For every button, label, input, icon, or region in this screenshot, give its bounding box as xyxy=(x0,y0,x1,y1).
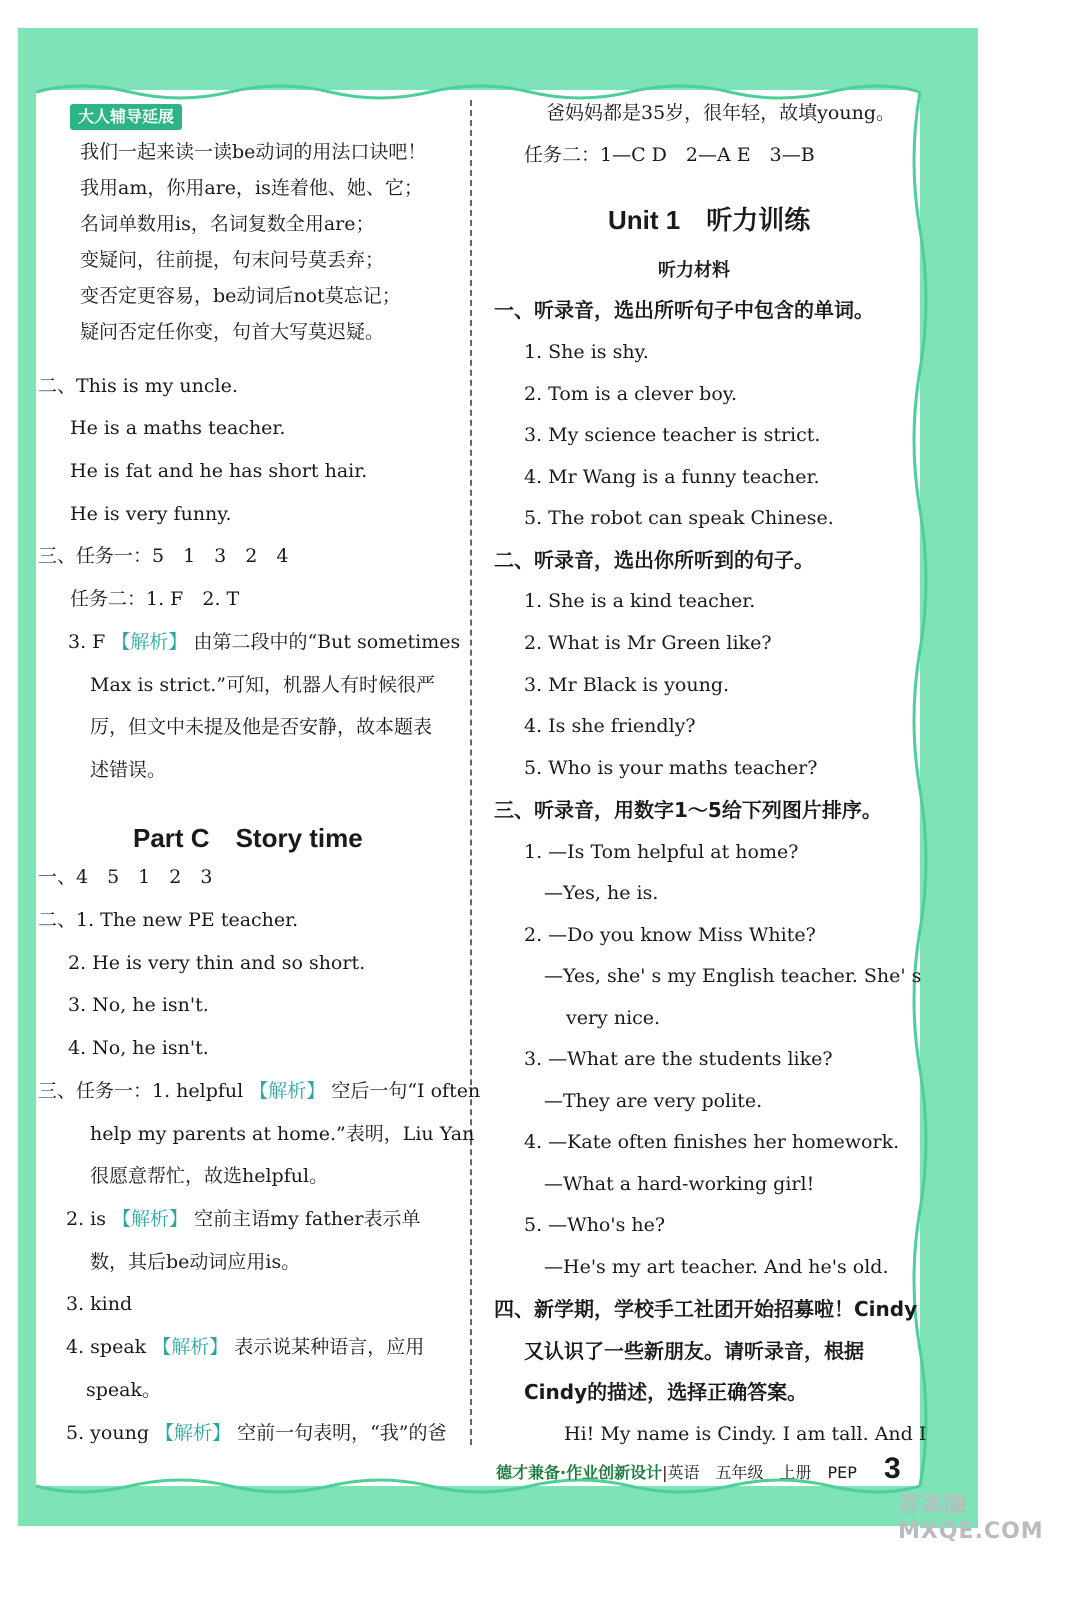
page-number: 3 xyxy=(884,1452,901,1485)
material-subtitle: 听力材料 xyxy=(658,260,730,281)
analysis-text: 由第二段中的“But sometimes xyxy=(193,631,461,653)
answer-line xyxy=(66,1205,420,1233)
list-item: 5. Who is your maths teacher? xyxy=(524,757,818,779)
analysis-tag: 【解析】 xyxy=(112,1208,189,1230)
rhyme-line: 变否定更容易，be动词后not莫忘记； xyxy=(80,285,401,307)
answer-line: 很愿意帮忙，故选helpful。 xyxy=(90,1165,329,1187)
answer-line: 3. No, he isn't. xyxy=(68,994,209,1016)
footer-brand: 德才兼备·作业创新设计 xyxy=(496,1463,663,1482)
answer-line: He is a maths teacher. xyxy=(70,417,286,439)
analysis-tag: 【解析】 xyxy=(111,631,188,653)
answer-line: 4. No, he isn't. xyxy=(68,1037,209,1059)
list-item: 4. Is she friendly? xyxy=(524,715,696,737)
item-number: 5. young xyxy=(66,1422,149,1444)
analysis-text: 空前一句表明，“我”的爸 xyxy=(237,1422,447,1444)
page-footer xyxy=(496,1460,857,1483)
dialogue-line: 5. —Who's he? xyxy=(524,1214,666,1236)
answer-line: help my parents at home.”表明，Liu Yan xyxy=(90,1123,475,1145)
dialogue-line: 2. —Do you know Miss White? xyxy=(524,924,816,946)
dialogue-line: 3. —What are the students like? xyxy=(524,1048,833,1070)
dialogue-line: —They are very polite. xyxy=(544,1090,763,1112)
analysis-text: 空前主语my father表示单 xyxy=(194,1208,421,1230)
answer-line: 述错误。 xyxy=(90,759,167,781)
passage-line: Hi! My name is Cindy. I am tall. And I xyxy=(564,1423,927,1445)
answer-line: 一、4 5 1 2 3 xyxy=(38,866,213,888)
analysis-text: 表示说某种语言，应用 xyxy=(234,1336,425,1358)
item-number: 4. speak xyxy=(66,1336,147,1358)
rhyme-line: 我用am，你用are，is连着他、她、它； xyxy=(80,177,423,199)
answer-line: 二、1. The new PE teacher. xyxy=(38,909,299,931)
answer-line xyxy=(68,628,460,656)
dialogue-line: —What a hard-working girl! xyxy=(544,1173,815,1195)
dialogue-line: —He's my art teacher. And he's old. xyxy=(544,1256,889,1278)
column-divider xyxy=(470,100,472,1445)
answer-line: Max is strict.”可知，机器人有时候很严 xyxy=(90,674,435,696)
question-heading: 二、听录音，选出你所听到的句子。 xyxy=(494,548,814,572)
rhyme-line: 变疑问，往前提，句末问号莫丢弃； xyxy=(80,249,385,271)
footer-info: |英语 五年级 上册 PEP xyxy=(662,1463,857,1482)
answer-line xyxy=(66,1419,447,1447)
answer-line: 厉，但文中未提及他是否安静，故本题表 xyxy=(90,716,433,738)
answer-line xyxy=(66,1333,424,1361)
dialogue-line: —Yes, he is. xyxy=(544,882,659,904)
list-item: 3. My science teacher is strict. xyxy=(524,424,821,446)
guide-badge: 大人辅导延展 xyxy=(70,104,182,130)
answer-line: He is very funny. xyxy=(70,503,232,525)
analysis-tag: 【解析】 xyxy=(155,1422,232,1444)
dialogue-line: 1. —Is Tom helpful at home? xyxy=(524,841,799,863)
item-number: 3. F xyxy=(68,631,106,653)
rhyme-line: 名词单数用is，名词复数全用are； xyxy=(80,213,375,235)
rhyme-line: 疑问否定任你变，句首大写莫迟疑。 xyxy=(80,321,385,343)
answer-line: 2. He is very thin and so short. xyxy=(68,952,366,974)
question-heading: 又认识了一些新朋友。请听录音，根据 xyxy=(524,1339,864,1363)
list-item: 1. She is shy. xyxy=(524,341,649,363)
answer-line: 爸妈妈都是35岁，很年轻，故填young。 xyxy=(546,102,895,124)
watermark: 答案圈 MXQE.COM xyxy=(898,1493,1044,1544)
rhyme-line: 我们一起来读一读be动词的用法口诀吧！ xyxy=(80,141,427,163)
list-item: 1. She is a kind teacher. xyxy=(524,590,756,612)
answer-line: speak。 xyxy=(86,1379,161,1401)
list-item: 2. What is Mr Green like? xyxy=(524,632,772,654)
answer-line: 二、This is my uncle. xyxy=(38,375,238,397)
answer-line: 三、任务一：5 1 3 2 4 xyxy=(38,545,289,567)
question-heading: 四、新学期，学校手工社团开始招募啦！Cindy xyxy=(494,1297,918,1321)
answer-line: He is fat and he has short hair. xyxy=(70,460,368,482)
question-heading: Cindy的描述，选择正确答案。 xyxy=(524,1380,808,1404)
section-title: Part C Story time xyxy=(133,823,363,853)
analysis-tag: 【解析】 xyxy=(152,1336,229,1358)
answer-line xyxy=(38,1077,480,1105)
item-number: 2. is xyxy=(66,1208,106,1230)
answer-line: 数，其后be动词应用is。 xyxy=(90,1251,301,1273)
answer-line: 3. kind xyxy=(66,1293,133,1315)
unit-title: Unit 1 听力训练 xyxy=(608,205,811,235)
list-item: 3. Mr Black is young. xyxy=(524,674,730,696)
question-heading: 三、听录音，用数字1～5给下列图片排序。 xyxy=(494,798,882,822)
dialogue-line: —Yes, she' s my English teacher. She' s xyxy=(544,965,922,987)
item-number: 三、任务一：1. helpful xyxy=(38,1080,244,1102)
list-item: 2. Tom is a clever boy. xyxy=(524,383,738,405)
answer-line: 任务二：1—C D 2—A E 3—B xyxy=(524,144,815,166)
analysis-text: 空后一句“I often xyxy=(331,1080,481,1102)
list-item: 4. Mr Wang is a funny teacher. xyxy=(524,466,820,488)
list-item: 5. The robot can speak Chinese. xyxy=(524,507,834,529)
dialogue-line: 4. —Kate often finishes her homework. xyxy=(524,1131,900,1153)
answer-line: 任务二：1. F 2. T xyxy=(70,588,240,610)
question-heading: 一、听录音，选出所听句子中包含的单词。 xyxy=(494,298,874,322)
dialogue-line: very nice. xyxy=(566,1007,661,1029)
analysis-tag: 【解析】 xyxy=(249,1080,326,1102)
